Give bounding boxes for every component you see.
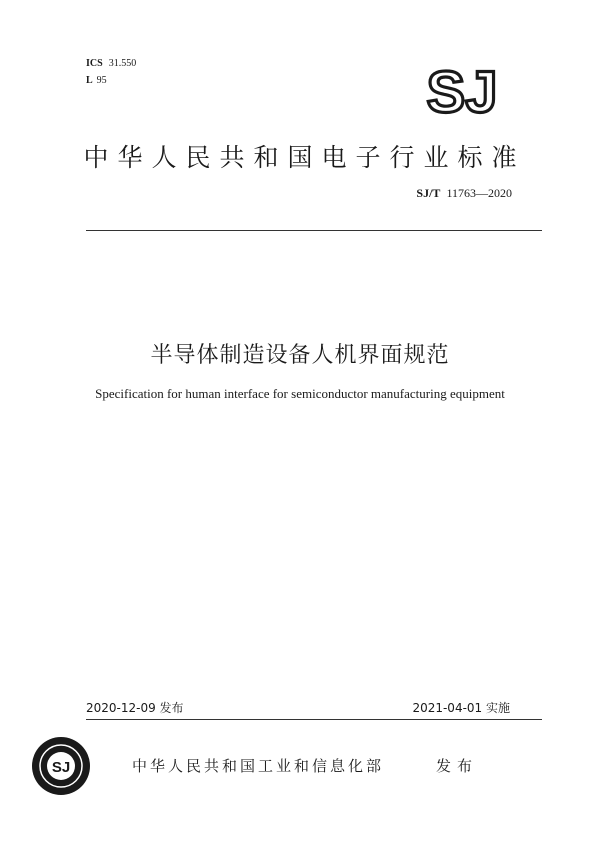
ics-code: ICS 31.550 <box>86 58 137 69</box>
sj-logo <box>412 64 512 118</box>
standard-category-title: 中华人民共和国电子行业标准 <box>83 143 526 172</box>
document-title-en: Specification for human interface for semiconductor manufacturing equipment <box>95 386 505 401</box>
issuing-organization: 中华人民共和国工业和信息化部 <box>132 757 385 775</box>
sj-logo-text: SJ <box>426 64 498 118</box>
standards-seal-icon <box>30 735 92 797</box>
standard-number: SJ/T 11763—2020 <box>416 186 512 200</box>
classification-code: L 95 <box>86 75 107 86</box>
publish-label: 发布 <box>436 757 479 775</box>
implementation-date: 2021-04-01 实施 <box>412 701 510 715</box>
issue-date: 2020-12-09 发布 <box>86 701 184 715</box>
header-divider <box>86 230 542 231</box>
svg-text:SJ: SJ <box>51 759 71 776</box>
document-title-cn: 半导体制造设备人机界面规范 <box>150 343 450 368</box>
footer-divider <box>86 719 542 720</box>
